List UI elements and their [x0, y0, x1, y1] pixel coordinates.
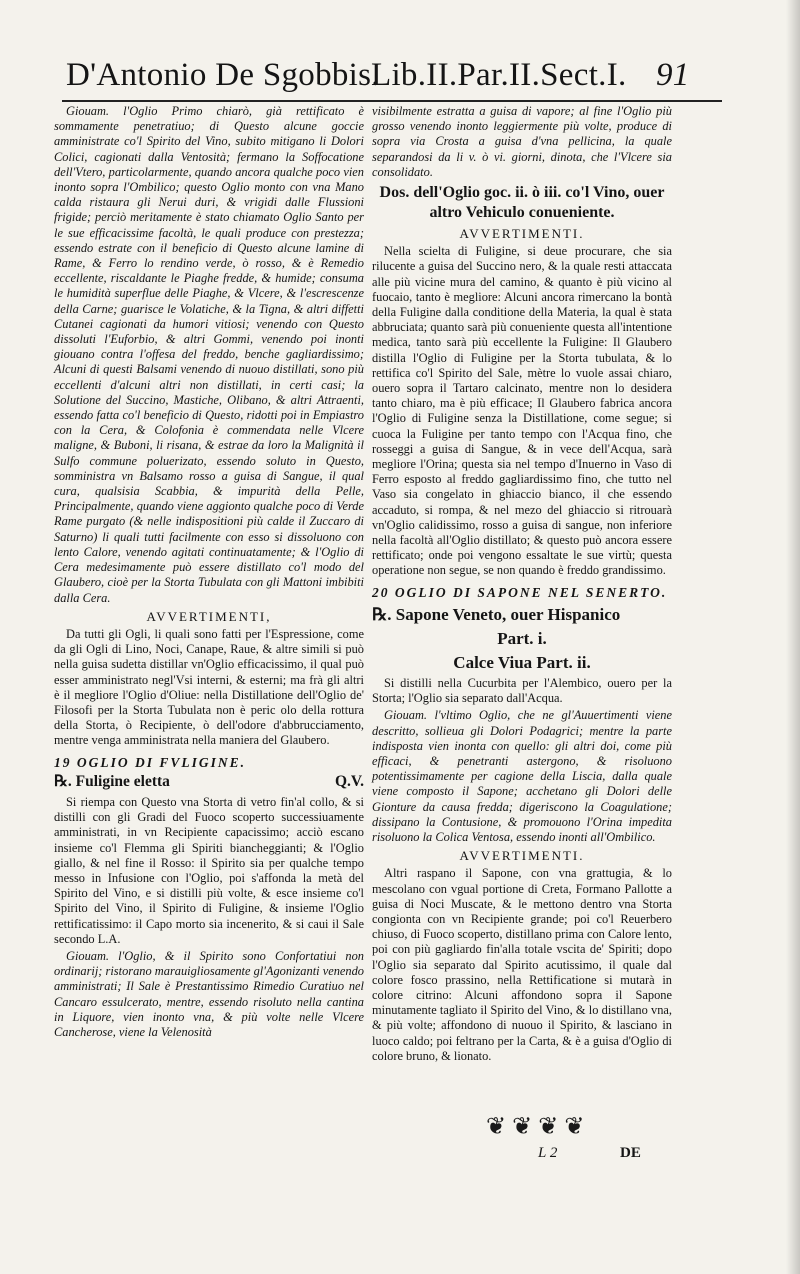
page-number: 91	[656, 57, 690, 93]
header-section: Lib.II.Par.II.Sect.I.	[371, 57, 627, 93]
paragraph-preparation-20: Si distilli nella Cucurbita per l'Alembico, ouero per la Storta; l'Oglio sia separato dall'Acqua.	[372, 675, 672, 706]
ornament-fleurons: ❦ ❦ ❦ ❦	[486, 1114, 585, 1140]
left-column	[54, 104, 364, 1042]
avvertimenti-heading-1: AVVERTIMENTI,	[146, 608, 272, 624]
running-header	[66, 52, 690, 98]
recipe-20-line-3: Calce Viua Part. ii.	[453, 652, 591, 672]
paragraph-avvertimenti-3: Altri raspano il Sapone, con vna grattugia, & lo mescolano con vgual portione di Creta, Formano Pallotte a guisa di Noci Muscate, & le mettono dentro vna Storta congionta con vn Recipiente grande; poi co'l Reuerbero chiuso, di Fuoco scoperto, distillano prima con Calore lento, poi con più gagliardo fin'alla totale vscita de' Spiriti; dopo l'Oglio sia separato dal Spirito acutissimo, il quale dal colore fosco prassino, nella Rettificatione si mutarà in colore citrino: Alcuni affondono sopra il Sapone minutamente tagliato il Spirito del Vino, & lo distillano vna, & più volte; affondono di nuouo il Spirito, & lasciano in luoco caldo; poi feltrano per la Carta, & è a guisa d'Oglio di colore bruno, & lionato.	[372, 866, 672, 1063]
right-column	[372, 104, 672, 1066]
paragraph-giouam-3: Giouam. l'vltimo Oglio, che ne gl'Auuertimenti viene descritto, sollieua gli Dolori Podagrici; mentre la parte indisposta vien inonta con quello: gli altri doi, come più efficaci, & penetranti astergono, & risoluono potentissimamente per cagione della Liscia, dalla quale viene composto il Sapone; acchetano gli Dolori delle Gionture da causa fredda; digeriscono la Coagulatione; dissipano la Contusione, & promouono l'Orina impedita risoluono la Colica Ventosa, essendo inonti all'Ombilico.	[372, 708, 672, 844]
recipe-20-line-1: ℞. Sapone Veneto, ouer Hispanico	[372, 604, 621, 624]
avvertimenti-heading-3: AVVERTIMENTI.	[459, 848, 585, 864]
section-heading-19: 19 OGLIO DI FVLIGINE.	[54, 754, 247, 770]
section-heading-20: 20 OGLIO DI SAPONE NEL SENERTO.	[372, 584, 668, 600]
recipe-19-ingredient: ℞. Fuligine eletta	[54, 772, 170, 790]
recipe-19	[54, 774, 364, 789]
header-author: D'Antonio De Sgobbis.	[66, 57, 380, 93]
header-rule	[62, 100, 722, 102]
paragraph-continuation: visibilmente estratta a guisa di vapore; al fine l'Oglio più grosso venendo inonto leggiermente più volte, produce di sopra via Crosta a guisa d'vna pellicina, la quale separandosi da li v. ò vi. giorni, dinota, che l'Vlcere sia consolidato.	[372, 104, 672, 179]
signature-mark: L 2	[538, 1145, 558, 1161]
recipe-19-quantity: Q.V.	[334, 772, 364, 790]
recipe-20-line-2: Part. i.	[497, 628, 547, 648]
paragraph-preparation-19: Si riempa con Questo vna Storta di vetro fin'al collo, & si distilli con gli Gradi del Fuoco scoperto successiuamente amministrati, in vn Recipiente capacissimo; acciò escano insieme co'l Flemma gli Spiriti biancheggianti; & l'Oglio giallo, & nel fine il Rosso: il Spirito sia per qualche tempo messo in Infusione con l'Oglio, poi s'affonda la metà del Spirito del Vino, e si distilli più volte, & esce insieme co'l Spirito del Vino, il Spirito di Fuligine, & insieme l'Oglio rettificatissimo: il Capo morto sia incenerito, & si caui il Sale secondo L.A.	[54, 794, 364, 946]
scan-shadow	[786, 0, 800, 1274]
paragraph-giouam-1: Giouam. l'Oglio Primo chiarò, già rettificato è sommamente penetratiuo; di Questo alcune goccie amministrate co'l Spirito del Vino, subito mitigano li Dolori Colici, cagionati dalla Ventosità; fermano la Soffocatione dell'Vtero, particolarmente, quando ancora qualche poco vien inonto sopra l'Ombilico; questo Oglio monto con vna Mano calda ristaura gli Nerui duri, & vrigidi dalle Flussioni frigide; perciò meritamente è stato chiamato Oglio Santo per le sue efficacissime facoltà, le quali produce con prestezza; essendo estrate con il beneficio di Questo alcune lamine di Rame, & Ferro lo rendino verde, ò rosso, & è Remedio eccellente, riscaldante le Piaghe fredde, & humide; consuma le humidità superflue delle Piaghe, & Vlcere, & l'escrescenze della Carne; guarisce le Volatiche, & la Tigna, & altri diffetti Cutanei cagionati da humori vitiosi; venendo con Questo dissoluti l'Euforbio, & altri Gommi, venendo poi inonti giouano contra l'offesa del freddo, benche gagliardissimo; Alcuni di questi Balsami venendo di nuouo distillati, sono più eccellenti d'alcuni altri non distillati, in certi casi; la Solutione del Succino, Mastiche, Olibano, & altri Attraenti, essendo fatta co'l beneficio di Questo, ridotti poi in Empiastro con la Cera, & Colofonia è commendata nelle Vlcere maligne, & Buboni, li risana, & estrae da loro la Malignità il Sulfo commune poluerizato, essendo soluto in Questo, somministra vn Balsamo rosso a guisa di Sangue, il qual cura, qualsisia Scabbia, & impurità della Pelle, Principalmente, quando viene aggionto qualche poco di Verde Rame purgato (& nelle indispositioni più calde il Zuccaro di Saturno) li quali tutti facilmente con esso si dissoluono con lento Calore, venendo agitati continuatamente; & l'Oglio di Cera medesimamente può essere distillato co'l modo del Glaubero, cioè per la Storta Tubulata con gli Mattoni imbibiti dalla Cera.	[54, 104, 364, 605]
catchword: DE	[620, 1145, 641, 1161]
avvertimenti-heading-2: AVVERTIMENTI.	[459, 226, 585, 242]
paragraph-avvertimenti-2: Nella scielta di Fuligine, si deue procurare, che sia rilucente a guisa del Succino nero, & la quale resti attaccata alle più vicine mura del camino, & quanto è più vicino al fuocaio, tanto è megliore: Alcuni ancora rimercano la bontà della Fuligine dalla conditione della Materia, la qual è stata abbruciata; quanto sarà più conueniente questa all'intentione medica, tanto sarà più eccellente la Fuligine: Il Glaubero distilla l'Oglio di Fuligine per la Storta tubulata, & lo rettifica co'l Spirito del Sale, mètre lo vuole assai chiaro, ouero sopra il Tartaro calcinato, mentre non lo desidera tanto chiaro, ma è più efficace; Il Glaubero fabrica ancora l'Oglio di Fuligine senza la Distillatione, come segue; si cuoca la Fuligine per tanto tempo con l'Acqua fino, che rosseggi a guisa di Sangue, & in vece dell'Acqua, sarà megliore l'Orina; questa sia nel tempo d'Inuerno in Vaso di Ferro esposto al freddo gagliardissimo fino, che tutto nel Vaso sia congelato in ghiaccio bianco, il che essendo accaduto, si rompa, & nel mezo del ghiaccio si ritrouarà vn'Oglio calidissimo, rosso a guisa di sangue, non inferiore nella facoltà all'Oglio distillato; & questo può ancora essere rettificato; onde poi vengono essaltate le sue virtù; questa operatione non segue, se non quando è freddo grandissimo.	[372, 244, 672, 578]
paragraph-avvertimenti-1: Da tutti gli Ogli, li quali sono fatti per l'Espressione, come da gli Ogli di Lino, Noci, Canape, Raue, & altre simili si può nella guisa sudetta distillar vn'Oglio efficacissimo, il qual può esser amministrato negl'Vsi interni, & esterni; ma frà gli altri è il megliore l'Oglio d'Oliue: nella Distillatione dell'Oglio de' Filosofi per la Storta Tubulata non è peric olo della rottura della Storta, ò Recipiente, ò dell'odore d'abbrucciamento, mentre venga amministrata nella maniera del Glaubero.	[54, 626, 364, 748]
dose-title: Dos. dell'Oglio goc. ii. ò iii. co'l Vino, ouer altro Vehiculo conueniente.	[379, 184, 665, 222]
paragraph-giouam-2: Giouam. l'Oglio, & il Spirito sono Confortatiui non ordinarij; ristorano marauigliosamente gl'Agonizanti venendo amministrati; Il Sale è Prestantissimo Rimedio Curatiuo nel Cancaro essulcerato, mentre, essendo risoluto nella cantina in Liquore, vien inonto vna, & più volte nelle Vlcere Cancherose, viene la Velenosità	[54, 948, 364, 1039]
